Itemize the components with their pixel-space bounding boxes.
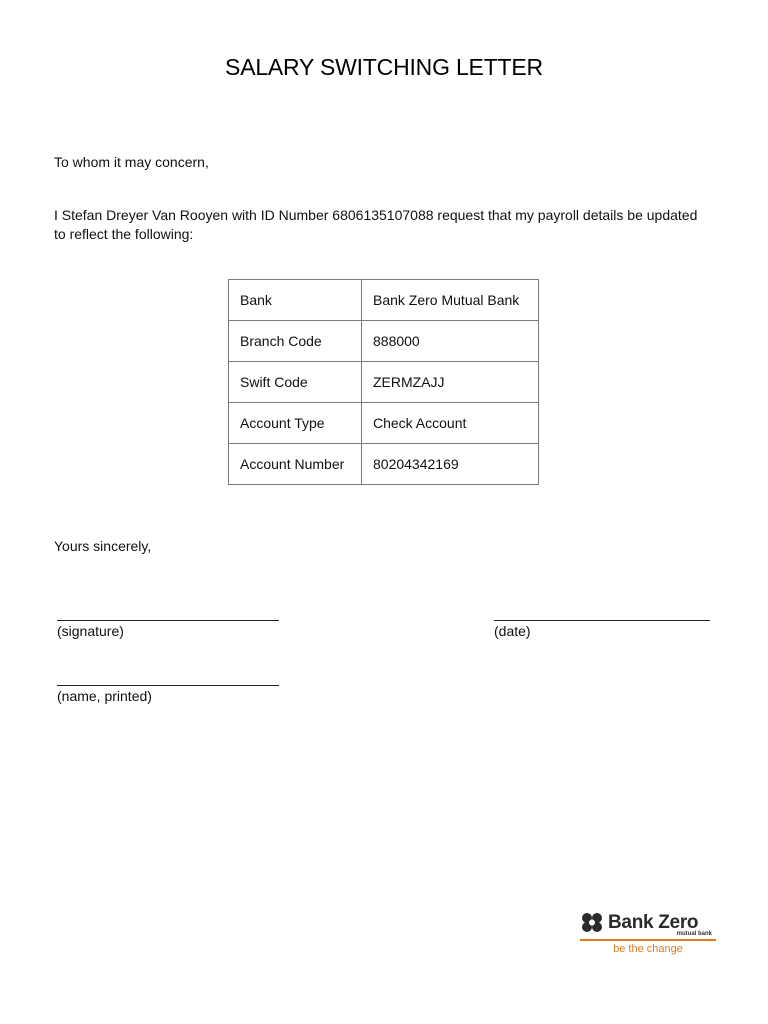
- signature-label: (signature): [57, 623, 124, 639]
- table-row: [229, 321, 539, 362]
- printed-name-line: [57, 685, 279, 686]
- signature-line: [57, 620, 279, 621]
- logo-subtitle: mutual bank: [676, 931, 712, 937]
- signature-block: [57, 620, 279, 640]
- detail-value: Check Account: [362, 403, 539, 444]
- page-title: SALARY SWITCHING LETTER: [225, 54, 543, 80]
- logo-name: Bank Zero: [608, 912, 699, 933]
- date-line: [494, 620, 710, 621]
- greeting: To whom it may concern,: [54, 154, 209, 170]
- printed-name-block: [57, 685, 279, 705]
- detail-label: Swift Code: [229, 362, 362, 403]
- date-block: [494, 620, 710, 640]
- detail-label: Branch Code: [229, 321, 362, 362]
- detail-label: Account Number: [229, 444, 362, 485]
- detail-label: Account Type: [229, 403, 362, 444]
- bank-zero-logo: [580, 912, 716, 955]
- clover-icon: [580, 912, 604, 934]
- printed-name-label: (name, printed): [57, 688, 152, 704]
- detail-label: Bank: [229, 280, 362, 321]
- logo-divider: [580, 939, 716, 941]
- request-paragraph: I Stefan Dreyer Van Rooyen with ID Number 6806135107088 request that my payroll details be updated to reflect the following:: [54, 207, 698, 242]
- logo-tagline: be the change: [613, 943, 683, 955]
- table-row: [229, 280, 539, 321]
- detail-value: ZERMZAJJ: [362, 362, 539, 403]
- detail-value: 888000: [362, 321, 539, 362]
- detail-value: Bank Zero Mutual Bank: [362, 280, 539, 321]
- table-row: [229, 403, 539, 444]
- table-row: [229, 444, 539, 485]
- closing: Yours sincerely,: [54, 538, 152, 554]
- table-row: [229, 362, 539, 403]
- bank-details-table: [228, 279, 539, 485]
- detail-value: 80204342169: [362, 444, 539, 485]
- date-label: (date): [494, 623, 531, 639]
